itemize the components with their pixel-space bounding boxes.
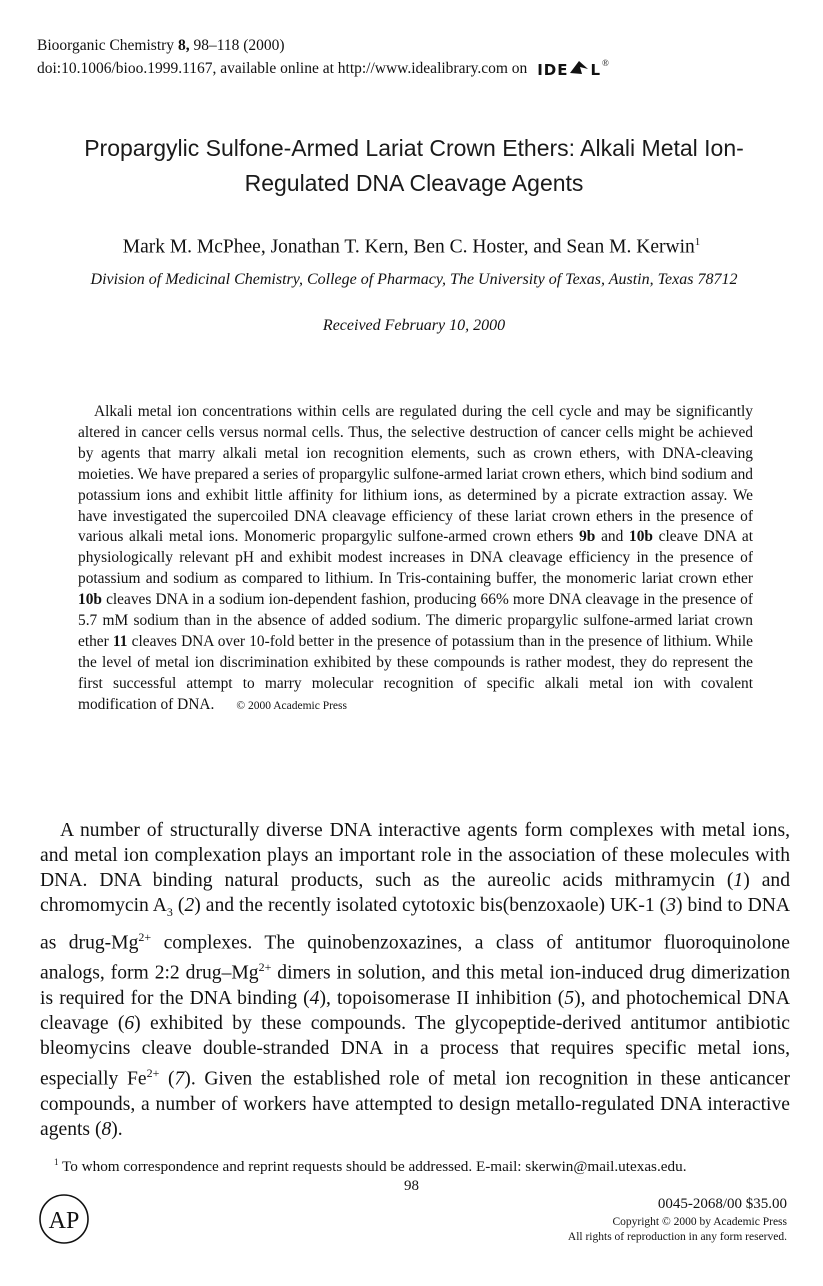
body-paragraph (40, 818, 790, 1142)
ref-4[interactable]: 4 (309, 987, 320, 1009)
doi-text[interactable]: doi:10.1006/bioo.1999.1167, available online at http://www.idealibrary.com on (37, 60, 532, 77)
body-text: ). Given the established role of metal ion recognition in these anticancer compounds, a number of workers have attempted to design metallo-regulated DNA interactive agents ( (40, 1068, 790, 1140)
ref-6[interactable]: 6 (124, 1012, 135, 1034)
ref-7[interactable]: 7 (174, 1068, 185, 1090)
body-text: dimers in solution, and this metal ion-induced drug dimerization is required for the DNA binding ( (40, 962, 790, 1009)
ideal-logo-end: L (590, 61, 602, 79)
footnote (40, 1152, 788, 1177)
footer-copyright (568, 1215, 787, 1245)
abstract-and: and (595, 528, 630, 546)
body-text: ) bind to DNA as drug-Mg (40, 895, 791, 954)
body-text: ( (172, 895, 185, 916)
ref-2[interactable]: 2 (184, 895, 195, 916)
body-text: ), topoisomerase II inhibition ( (319, 987, 565, 1009)
abstract-text-4: cleaves DNA over 10-fold better in the presence of potassium than in the presence of lithium. While the level of metal ion discrimination exhibited by these compounds is rather modest, they do represent the first successful attempt to marry molecular recognition of specific alkali metal ion with covalent modification of DNA. (78, 632, 753, 713)
body-text: ), and photochemical DNA cleavage ( (40, 987, 790, 1034)
page-number: 98 (404, 1178, 419, 1194)
abstract-text-3: cleaves DNA in a sodium ion-dependent fashion, producing 66% more DNA cleavage in the presence of 5.7 mM sodium than in the absence of added sodium. The dimeric propargylic sulfone-armed lariat crown ether (78, 591, 753, 650)
superscript-charge: 2+ (258, 960, 272, 975)
subscript-3: 3 (166, 904, 173, 919)
ref-1[interactable]: 1 (733, 870, 744, 891)
ref-8[interactable]: 8 (101, 1118, 112, 1140)
superscript-charge: 2+ (146, 1065, 160, 1080)
body-text: ) exhibited by these compounds. The glycopeptide-derived antitumor antibiotic bleomycins cleave double-stranded DNA in a process that requires specific metal ions, especially Fe (40, 1012, 790, 1090)
author-list (0, 229, 823, 261)
registered-mark: ® (602, 58, 609, 68)
abstract-copyright: © 2000 Academic Press (236, 699, 347, 712)
body-text: ) and chromomycin A (40, 870, 790, 916)
body-text: A number of structurally diverse DNA interactive agents form complexes with metal ions, and metal ion complexation plays an important role in the association of these molecules with DNA. DNA binding natural products, such as the aureolic acids mithramycin ( (40, 820, 790, 891)
body-text: ( (159, 1068, 175, 1090)
author-footnote-mark: 1 (694, 236, 701, 248)
abstract-text-1: Alkali metal ion concentrations within cells are regulated during the cell cycle and may be significantly altered in cancer cells versus normal cells. Thus, the selective destruction of cancer cells might be achieved by agents that marry alkali metal ion recognition elements, such as crown ethers, with DNA-cleaving moieties. We have prepared a series of propargylic sulfone-armed lariat crown ethers, which bind sodium and potassium ions and exhibit little affinity for lithium ions, as determined by a picrate extraction assay. We have investigated the supercoiled DNA cleavage efficiency of these lariat crown ethers in the presence of various alkali metal ions. Monomeric propargylic sulfone-armed crown ethers (78, 403, 753, 546)
compound-10b-second: 10b (78, 591, 102, 609)
ideal-logo (537, 59, 609, 81)
ideal-logo-icon (568, 59, 590, 75)
footnote-text: To whom correspondence and reprint requests should be addressed. E-mail: skerwin@mail.utexas.edu. (58, 1158, 687, 1176)
body-text: ) and the recently isolated cytotoxic bis(benzoxaole) UK-1 ( (194, 895, 667, 916)
copyright-line: Copyright © 2000 by Academic Press (612, 1216, 787, 1228)
body-text: complexes. The quinobenzoxazines, a class of antitumor fluoroquinolone analogs, form 2:2 drug–Mg (40, 932, 790, 984)
authors-text: Mark M. McPhee, Jonathan T. Kern, Ben C. Hoster, and Sean M. Kerwin (122, 236, 695, 258)
journal-citation (37, 35, 285, 57)
issn-price: 0045-2068/00 $35.00 (657, 1196, 787, 1212)
abstract-text-2: cleave DNA at physiologically relevant pH and exhibit modest increases in DNA cleavage efficiency in the presence of potassium and sodium as compared to lithium. In Tris-containing buffer, the monomeric lariat crown ether (78, 528, 753, 588)
doi-line (37, 58, 609, 81)
compound-10b: 10b (629, 528, 653, 546)
ap-logo-letters: AP (48, 1208, 80, 1234)
compound-11: 11 (112, 632, 128, 650)
compound-9b: 9b (579, 528, 596, 546)
received-date: Received February 10, 2000 (322, 317, 506, 334)
body-text: ). (111, 1118, 123, 1140)
abstract (78, 402, 753, 717)
ref-5[interactable]: 5 (564, 987, 575, 1009)
ideal-logo-text: IDE (537, 61, 569, 79)
footnote-mark: 1 (54, 1157, 59, 1167)
affiliation: Division of Medicinal Chemistry, College of Pharmacy, The University of Texas, Austin, Texas 78712 (90, 271, 738, 288)
superscript-charge: 2+ (138, 929, 152, 944)
journal-pages-year: 98–118 (2000) (189, 37, 285, 54)
rights-line: All rights of reproduction in any form reserved. (567, 1231, 787, 1243)
journal-volume: 8, (177, 37, 190, 54)
academic-press-logo-icon (38, 1193, 90, 1245)
ref-3[interactable]: 3 (666, 895, 676, 916)
journal-name: Bioorganic Chemistry (37, 37, 178, 54)
article-title: Propargylic Sulfone-Armed Lariat Crown Ethers: Alkali Metal Ion-Regulated DNA Cleavage Agents (84, 135, 744, 196)
